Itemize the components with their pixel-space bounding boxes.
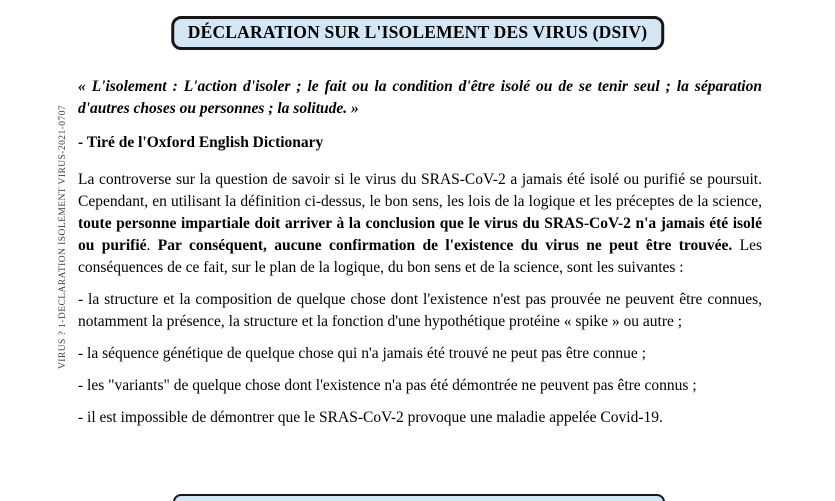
paragraph-text: . [146,237,158,254]
next-section-box-top [173,494,665,501]
document-title-box [171,16,665,50]
main-paragraph [78,169,762,279]
bullet-paragraph: - il est impossible de démontrer que le SRAS-CoV-2 provoque une maladie appelée Covid-19. [78,409,663,426]
bullet-paragraph: - les "variants" de quelque chose dont l'existence n'a pas été démontrée ne peuvent pas être connus ; [78,377,697,394]
sidebar-vertical-label: VIRUS ? 1-DECLARATION ISOLEMENT VIRUS-2021-0707 [58,104,68,369]
quote-paragraph: « L'isolement : L'action d'isoler ; le fait ou la condition d'être isolé ou de se tenir seul ; la séparation d'autres choses ou personnes ; la solitude. » [78,78,762,117]
paragraph-bold-text: toute personne impartiale doit arriver à la conclusion que le virus du SRAS-CoV-2 n'a jamais été isolé ou purifié [78,215,762,254]
source-line: - Tiré de l'Oxford English Dictionary [78,134,324,151]
paragraph-text: La controverse sur la question de savoir si le virus du SRAS-CoV-2 a jamais été isolé ou purifié se poursuit. Cependant, en utilisant la définition ci-dessus, le bon sens, les lois de la logique et les préceptes de la science, [78,171,762,210]
bullet-paragraph: - la séquence génétique de quelque chose qui n'a jamais été trouvé ne peut pas être connue ; [78,345,646,362]
paragraph-text: Les conséquences de ce fait, sur le plan de la logique, du bon sens et de la science, sont les suivantes : [78,237,763,276]
document-title: DÉCLARATION SUR L'ISOLEMENT DES VIRUS (DSIV) [187,22,648,42]
paragraph-bold-text: Par conséquent, aucune confirmation de l'existence du virus ne peut être trouvée. [157,237,733,254]
bullet-paragraph: - la structure et la composition de quelque chose dont l'existence n'est pas prouvée ne peuvent être connues, notamment la présence, la structure et la fonction d'une hypothétique protéine « spike » ou autre ; [78,291,762,330]
document-body [78,66,762,429]
